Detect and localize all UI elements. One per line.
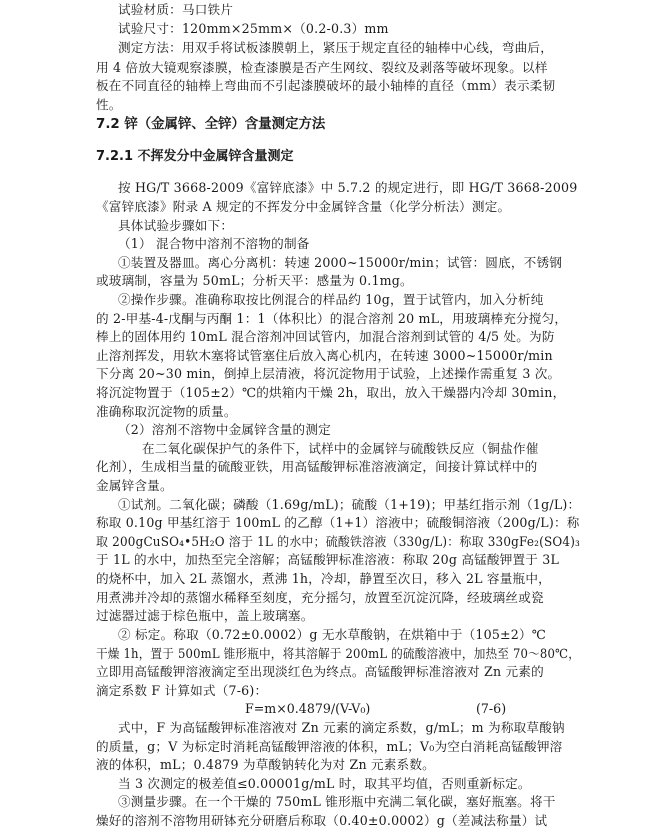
text-line: ①装置及器皿。离心分离机：转速 2000~15000r/min；试管：圆底，不锈钢 xyxy=(118,254,563,270)
text-line: 《富锌底漆》附录 A 规定的不挥发分中金属锌含量（化学分析法）测定。 xyxy=(96,198,511,214)
text-line: ③测量步骤。在一个干燥的 750mL 锥形瓶中充满二氧化碳，塞好瓶塞。将干 xyxy=(118,794,556,810)
text-line: 测定方法：用双手将试板漆膜朝上，紧压于规定直径的轴棒中心线，弯曲后， xyxy=(118,40,553,56)
text-line: 止溶剂挥发，用软木塞将试管塞住后放入离心机内，在转速 3000~15000r/min xyxy=(96,347,553,363)
text-line: 化剂），生成相当量的硫酸亚铁，用高锰酸钾标准溶液滴定，间接计算试样中的 xyxy=(96,459,538,475)
text-line: ②操作步骤。准确称取按比例混合的样品约 10g，置于试管内，加入分析纯 xyxy=(118,291,544,307)
subheading: （1） 混合物中溶剂不溶物的制备 xyxy=(118,236,310,252)
text-line: 性。 xyxy=(96,97,122,112)
section-heading-7-2-1: 7.2.1 不挥发分中金属锌含量测定 xyxy=(96,148,294,164)
text-line: 滴定系数 F 计算如式（7-6)： xyxy=(96,682,268,698)
text-line: ② 标定。称取（0.72±0.0002）g 无水草酸钠，在烘箱中于（105±2）℃ xyxy=(118,626,547,642)
text-line: 按 HG/T 3668-2009《富锌底漆》中 5.7.2 的规定进行，即 HG/T 3668-2009 xyxy=(118,180,578,196)
text-line: 试验尺寸：120mm×25mm×（0.2-0.3）mm xyxy=(118,20,389,36)
text-line: 的 2-甲基-4-戊酮与丙酮 1：1（体积比）的混合溶剂 20 mL，用玻璃棒充分搅匀， xyxy=(96,310,568,326)
text-line: 具体试验步骤如下： xyxy=(118,217,234,233)
text-line: 过滤器过滤于棕色瓶中，盖上玻璃塞。 xyxy=(96,608,314,624)
text-line: 燥好的溶剂不溶物用研钵充分研磨后称取（0.40±0.0002）g（差减法称量）试 xyxy=(96,813,548,828)
text-line: 干燥 1h，置于 500mL 锥形瓶中，将其溶解于 200mL 的硫酸溶液中，加热至 70～80℃， xyxy=(96,645,580,661)
text-line: 用 4 倍放大镜观察漆膜，检查漆膜是否产生网纹、裂纹及剥落等破坏现象。以样 xyxy=(96,59,548,75)
text-line: 准确称取沉淀物的质量。 xyxy=(96,403,237,419)
text-line: 的质量，g；V 为标定时消耗高锰酸钾溶液的体积，mL；V₀为空白消耗高锰酸钾溶 xyxy=(96,738,563,754)
text-line: 于 1L 的水中，加热至完全溶解；高锰酸钾标准溶液：称取 20g 高锰酸钾置于 3L xyxy=(96,552,560,568)
equation-number: (7-6) xyxy=(476,701,507,717)
text-line: 用煮沸并冷却的蒸馏水稀释至刻度，充分摇匀，放置至沉淀沉降，经玻璃丝或瓷 xyxy=(96,589,544,605)
text-line: 当 3 次测定的极差值≤0.00001g/mL 时，取其平均值，否则重新标定。 xyxy=(118,775,531,791)
subheading: （2）溶剂不溶物中金属锌含量的测定 xyxy=(118,422,331,438)
text-line: 取 200gCuSO₄•5H₂O 溶于 1L 的水中；硫酸铁溶液（330g/L)：称取 330gFe₂(SO4)₃ xyxy=(96,533,581,549)
text-line: 板在不同直径的轴棒上弯曲而不引起漆膜破坏的最小轴棒的直径（mm）表示柔韧 xyxy=(96,78,556,94)
text-line: 试验材质：马口铁片 xyxy=(118,2,234,17)
text-line: 液的体积，mL；0.4879 为草酸钠转化为对 Zn 元素系数。 xyxy=(96,757,435,773)
text-line: 在二氧化碳保护气的条件下，试样中的金属锌与硫酸铁反应（铜盐作催 xyxy=(142,440,539,456)
text-line: 金属锌含量。 xyxy=(96,478,173,493)
text-line: 下分离 20~30 min，倒掉上层清液，将沉淀物用于试验，上述操作需重复 3 次。 xyxy=(96,366,561,382)
text-line: 或玻璃制，容量为 50mL；分析天平：感量为 0.1mg。 xyxy=(96,273,413,289)
text-line: 称取 0.10g 甲基红溶于 100mL 的乙醇（1+1）溶液中；硫酸铜溶液（200g/L)：称 xyxy=(96,515,580,531)
text-line: 式中，F 为高锰酸钾标准溶液对 Zn 元素的滴定系数，g/mL；m 为称取草酸钠 xyxy=(118,719,565,735)
section-heading-7-2: 7.2 锌（金属锌、全锌）含量测定方法 xyxy=(96,116,326,132)
text-line: 的烧杯中，加入 2L 蒸馏水，煮沸 1h，冷却，静置至次日，移入 2L 容量瓶中， xyxy=(96,571,551,587)
text-line: 将沉淀物置于（105±2）℃的烘箱内干燥 2h，取出，放入干燥器内冷却 30min， xyxy=(96,385,566,400)
text-line: 棒上的固体用约 10mL 混合溶剂冲回试管内，加混合溶剂到试管的 4/5 处。为防 xyxy=(96,329,555,345)
text-line: 立即用高锰酸钾溶液滴定至出现淡红色为终点。高锰酸钾标准溶液对 Zn 元素的 xyxy=(96,664,544,680)
formula: F=m×0.4879/(V-V₀) xyxy=(245,701,371,717)
text-line: ①试剂。二氧化碳；磷酸（1.69g/mL)；硫酸（1+19)；甲基红指示剂（1g/L)： xyxy=(118,496,581,512)
